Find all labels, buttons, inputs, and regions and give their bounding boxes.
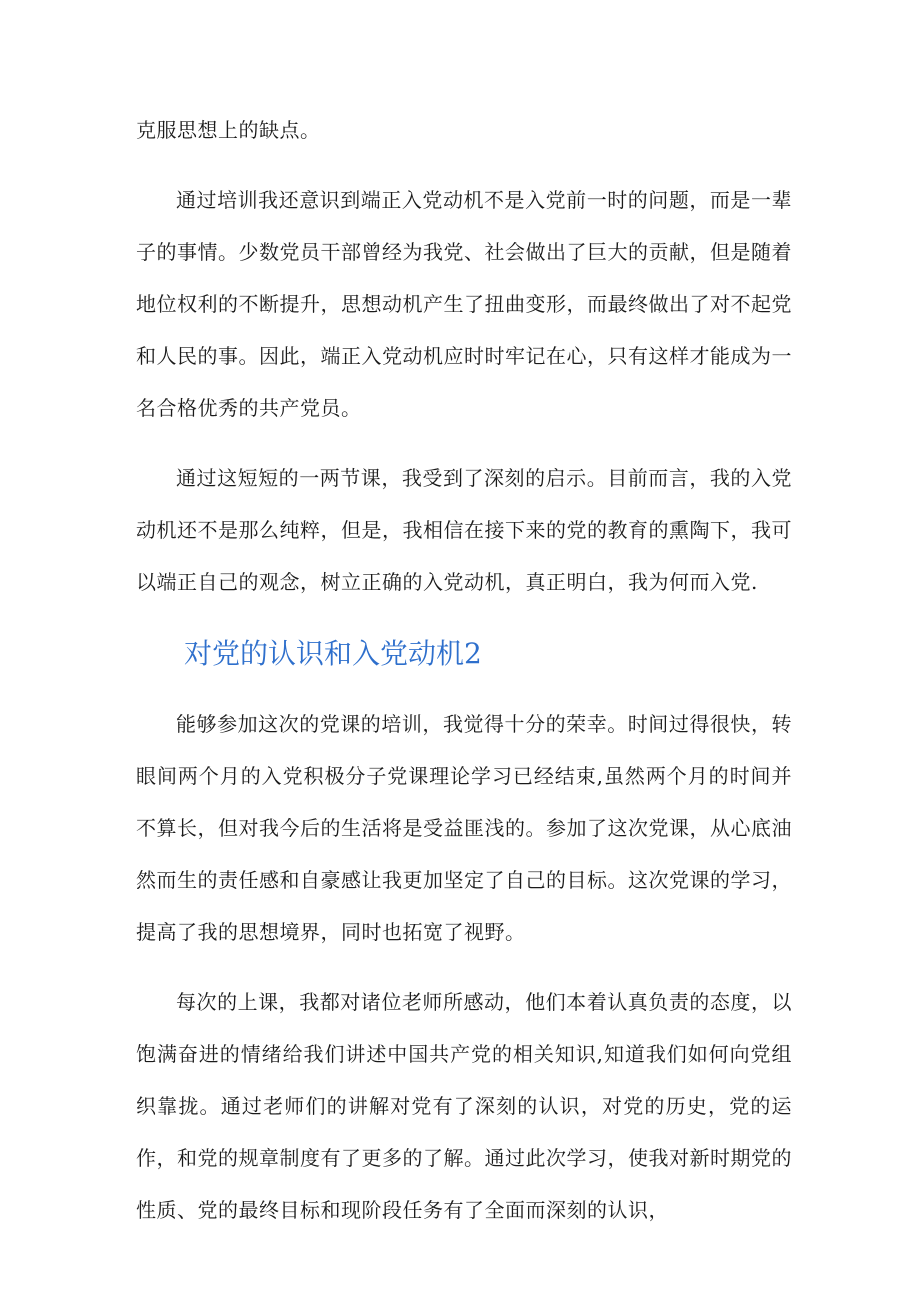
paragraph-lesson-inspiration: 通过这短短的一两节课，我受到了深刻的启示。目前而言，我的入党动机还不是那么纯粹，但是，我相信在接下来的党的教育的熏陶下，我可以端正自己的观念，树立正确的入党动机，真正明白，我为何而入党. <box>136 466 792 594</box>
section-heading: 对党的认识和入党动机2 <box>184 637 482 670</box>
paragraph-training-honor: 能够参加这次的党课的培训，我觉得十分的荣幸。时间过得很快，转眼间两个月的入党积极分子党课理论学习已经结束,虽然两个月的时间并不算长，但对我今后的生活将是受益匪浅的。参加了这次党课，从心底油然而生的责任感和自豪感让我更加坚定了自己的目标。这次党课的学习，提高了我的思想境界，同时也拓宽了视野。 <box>136 712 792 944</box>
paragraph-continuation: 克服思想上的缺点。 <box>136 118 321 142</box>
paragraph-motivation-lifelong: 通过培训我还意识到端正入党动机不是入党前一时的问题，而是一辈子的事情。少数党员干部曾经为我党、社会做出了巨大的贡献，但是随着地位权利的不断提升，思想动机产生了扭曲变形，而最终做出了对不起党和人民的事。因此，端正入党动机应时时牢记在心，只有这样才能成为一名合格优秀的共产党员。 <box>136 188 792 420</box>
paragraph-teachers-moved: 每次的上课，我都对诸位老师所感动，他们本着认真负责的态度，以饱满奋进的情绪给我们讲述中国共产党的相关知识,知道我们如何向党组织靠拢。通过老师们的讲解对党有了深刻的认识，对党的历史，党的运作，和党的规章制度有了更多的了解。通过此次学习，使我对新时期党的性质、党的最终目标和现阶段任务有了全面而深刻的认识， <box>136 990 792 1222</box>
document-body <box>136 104 792 1236</box>
